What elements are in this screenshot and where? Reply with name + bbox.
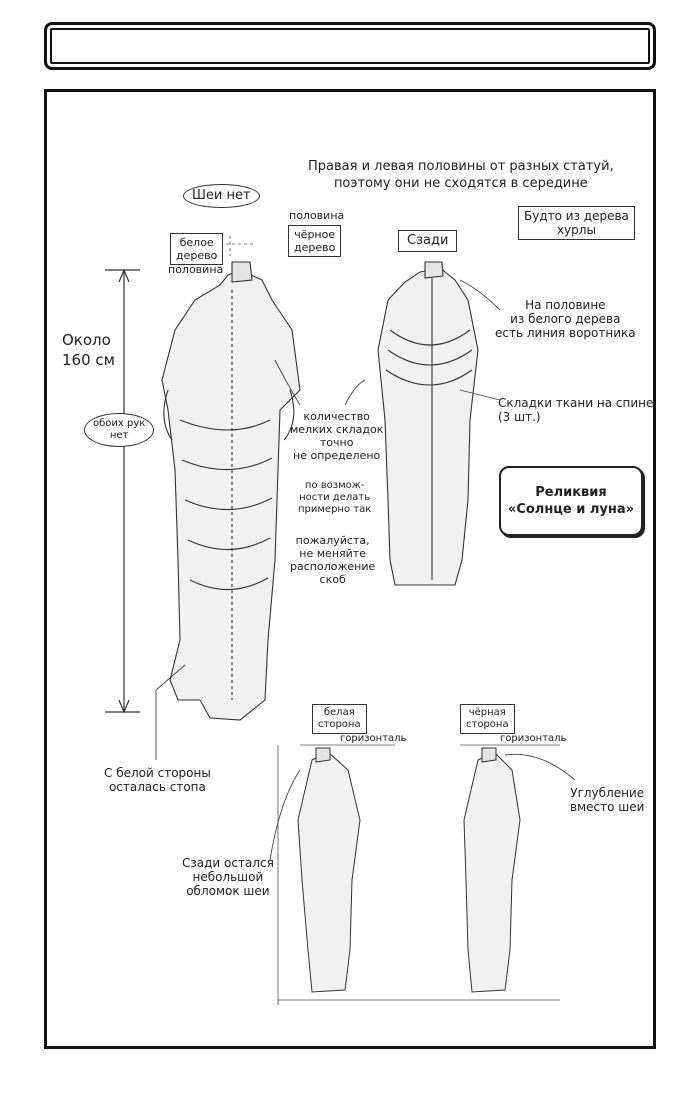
black-wood-label: чёрное дерево xyxy=(288,225,341,257)
half-bottom-label: половина xyxy=(168,263,224,276)
header-note-line2: поэтому они не сходятся в середине xyxy=(333,176,588,191)
half-top-label: половина xyxy=(289,209,345,222)
horizontal-left-label: горизонталь xyxy=(340,733,407,744)
back-statue-drawing xyxy=(378,262,478,585)
side-statue-white-drawing xyxy=(298,748,360,992)
back-folds-note: Складки ткани на спине (3 шт.) xyxy=(498,396,654,424)
white-side-label: белая сторона xyxy=(312,704,367,734)
neck-hollow-note: Углубление вместо шеи xyxy=(570,786,645,814)
neck-fragment-note: Сзади остался небольшой обломок шеи xyxy=(182,856,274,898)
back-label: Сзади xyxy=(398,230,457,252)
relic-title-box xyxy=(499,466,643,536)
small-folds-note: количество мелких складок точно не определено xyxy=(290,410,384,462)
black-side-label: чёрная сторона xyxy=(460,704,515,734)
front-statue-drawing xyxy=(162,262,300,720)
relic-title-line1: Реликвия xyxy=(535,485,607,500)
hurly-wood-label: Будто из дерева хурлы xyxy=(518,206,635,240)
side-statue-black-drawing xyxy=(464,748,520,992)
header-note xyxy=(308,158,614,192)
no-arms-note: обоих рук нет xyxy=(84,413,154,447)
relic-title-line2: «Солнце и луна» xyxy=(507,502,635,517)
approx-note: по возмож- ности делать примерно так xyxy=(298,480,372,515)
height-note: Около 160 см xyxy=(62,331,115,369)
header-note-line1: Правая и левая половины от разных статуй, xyxy=(308,159,614,174)
foot-note: С белой стороны осталась стопа xyxy=(104,766,211,794)
horizontal-right-label: горизонталь xyxy=(500,733,567,744)
no-neck-note: Шеи нет xyxy=(183,184,260,208)
white-wood-label: белое дерево xyxy=(170,233,223,265)
please-note: пожалуйста, не меняйте расположение скоб xyxy=(290,534,376,586)
collar-line-note: На половине из белого дерева есть линия воротника xyxy=(495,298,636,340)
